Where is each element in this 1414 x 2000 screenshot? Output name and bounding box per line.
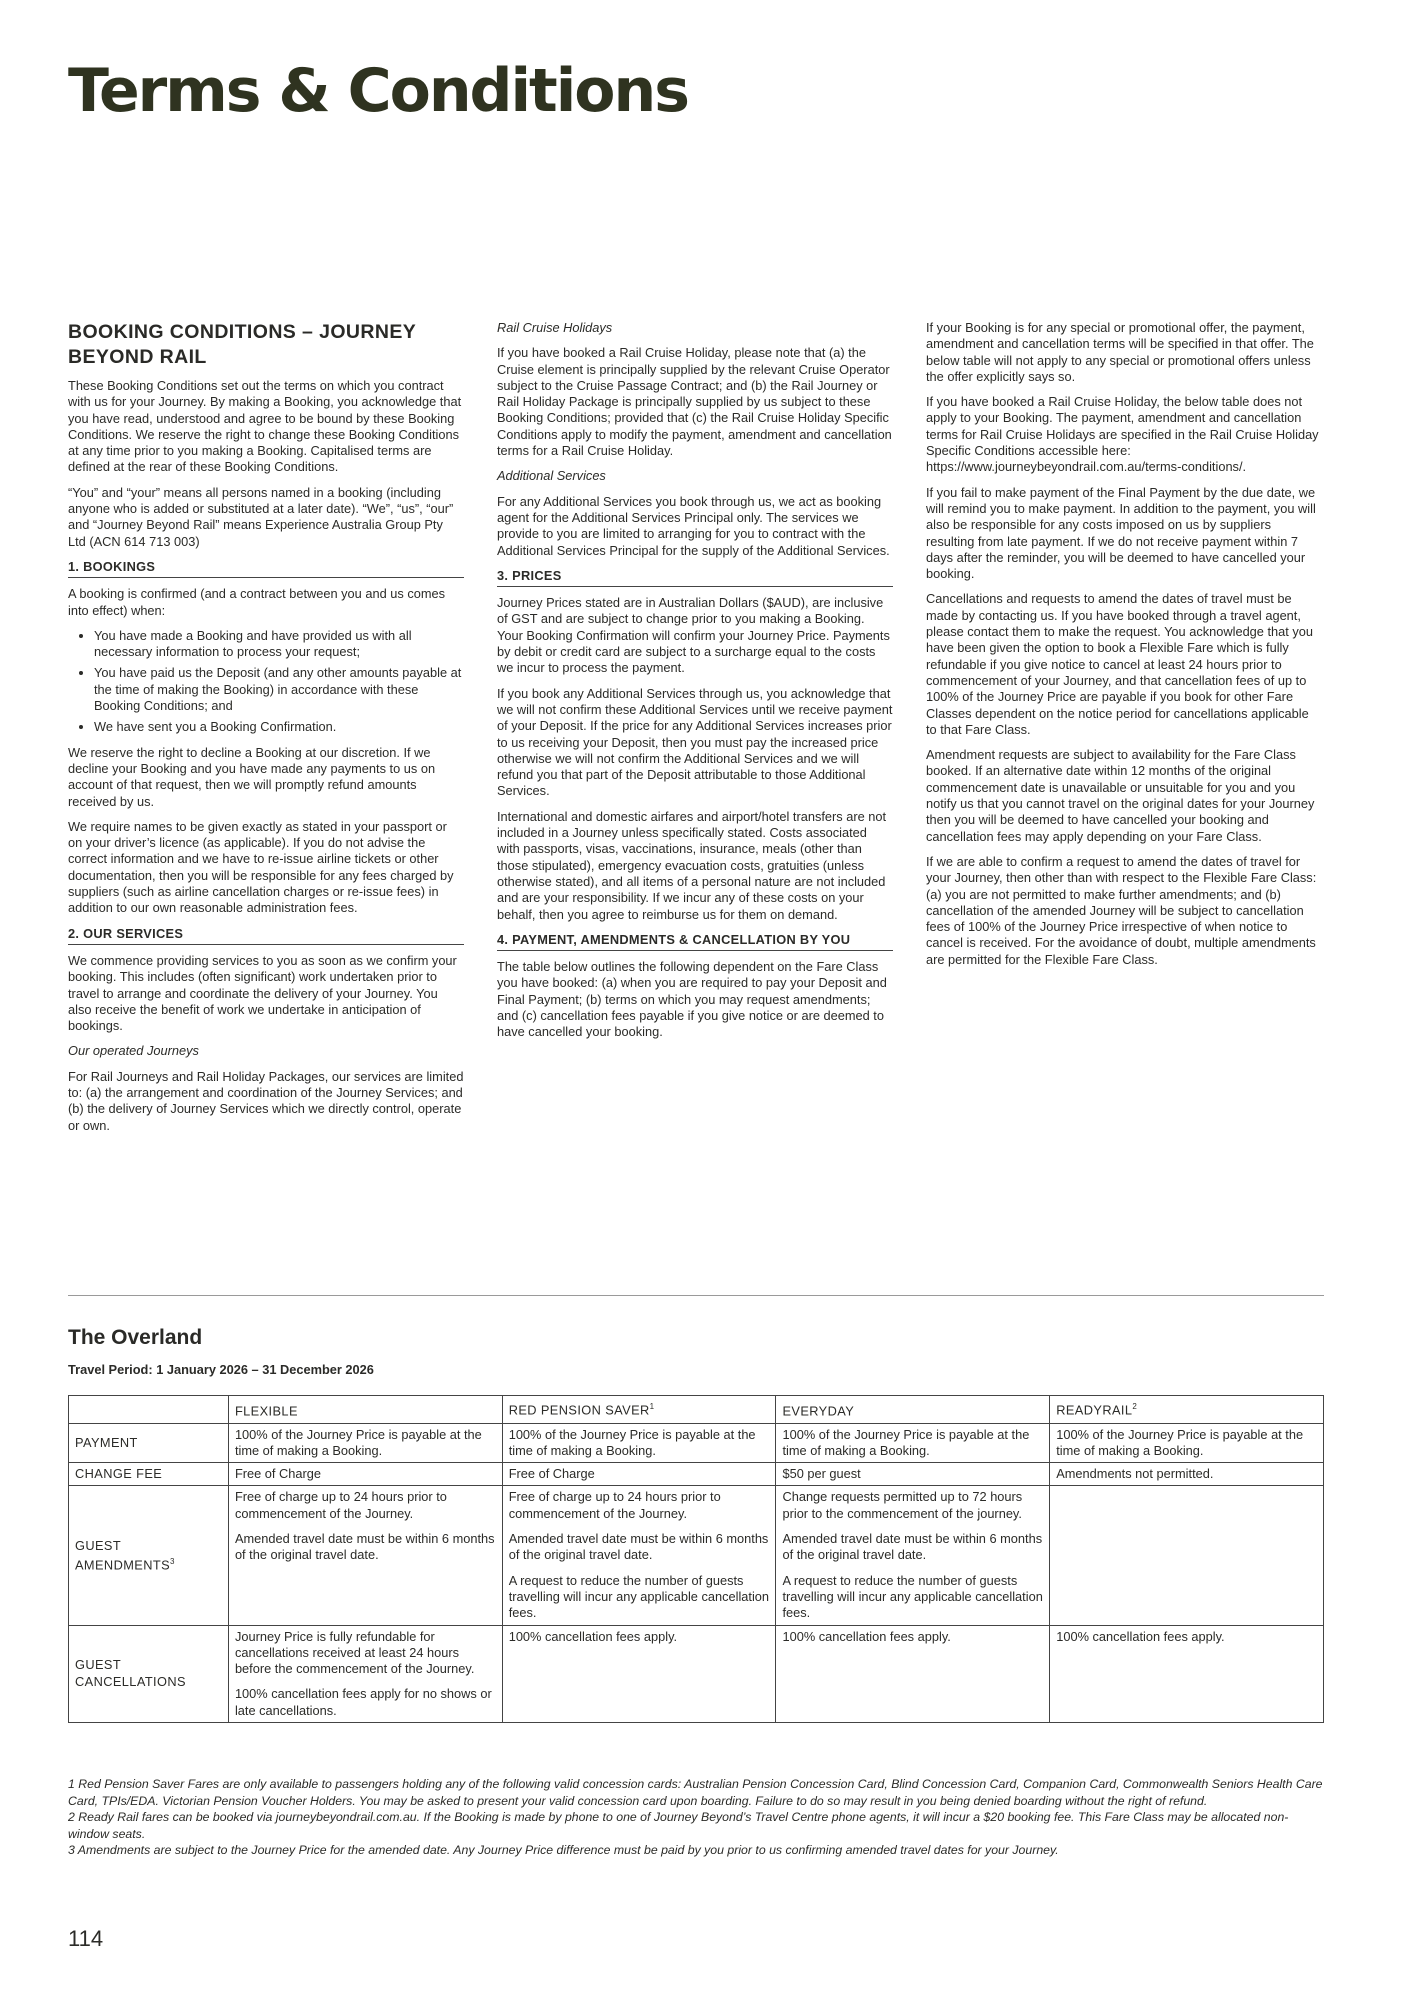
list-item: • You have paid us the Deposit (and any other amounts payable at the time of making the Booking) in accordance with these Booking Conditions; and <box>94 665 464 714</box>
rail-cruise-subheading: Rail Cruise Holidays <box>497 320 613 335</box>
exclusions-paragraph: International and domestic airfares and airport/hotel transfers are not included in a Journey unless specifically stated. Costs associated with passports, visas, vaccinations, insurance, meals (other than those stipulated), emergency evacuation costs, gratuities (unless otherwise stated), and all items of a personal nature are not included and are your responsibility. If we incur any of these costs on your behalf, then you agree to reimburse us for them on demand. <box>497 808 887 922</box>
table-cell: 100% of the Journey Price is payable at the time of making a Booking. <box>776 1423 1050 1463</box>
amendment-requests-paragraph: Amendment requests are subject to availability for the Fare Class booked. If an alternative date within 12 months of the original commencement date is unavailable or unsuitable for you and you notify us that you cannot travel on the original dates for your Journey then you will be deemed to have cancelled your booking and cancellation fees may apply depending on your Fare Class. <box>926 747 1315 844</box>
section-bookings-heading: 1. BOOKINGS <box>68 559 464 578</box>
rail-cruise-paragraph: If you have booked a Rail Cruise Holiday, please note that (a) the Cruise element is principally supplied by the relevant Cruise Operator subject to the Cruise Passage Contract; and (b) the Rail Journey or Rail Holiday Package is principally supplied by us subject to these Booking Conditions; provided that (c) the Rail Cruise Holiday Specific Conditions apply to modify the payment, amendment and cancellation terms for a Rail Cruise Holiday. <box>497 345 892 459</box>
table-cell: Free of charge up to 24 hours prior to commencement of the Journey. Amended travel date must be within 6 months of the original travel date. <box>228 1486 502 1625</box>
fare-conditions-table <box>68 1395 1324 1723</box>
table-cell: Free of Charge <box>228 1463 502 1486</box>
names-paragraph: We require names to be given exactly as stated in your passport or on your driver’s licence (as applicable). If you do not advise the correct information and we have to re-issue airline tickets or other documentation, then you will be responsible for any fees charged by suppliers (such as airline cancellation charges or re-issue fees) in addition to our own reasonable administration fees. <box>68 818 454 916</box>
operated-journeys-subheading: Our operated Journeys <box>68 1043 199 1059</box>
table-row <box>69 1625 1324 1722</box>
decline-paragraph: We reserve the right to decline a Booking at our discretion. If we decline your Booking and you have made any payments to us on account of that request, then we will promptly refund amounts received by us. <box>68 744 436 809</box>
list-item: • You have made a Booking and have provided us with all necessary information to process your request; <box>94 628 464 661</box>
row-label: PAYMENT <box>69 1423 229 1463</box>
table-cell: 100% of the Journey Price is payable at the time of making a Booking. <box>228 1423 502 1463</box>
prices-paragraph: Journey Prices stated are in Australian Dollars ($AUD), are inclusive of GST and are subject to change prior to you making a Booking. Your Booking Confirmation will confirm your Journey Price. Payments by debit or credit card are subject to a surcharge equal to the costs we incur to process the payment. <box>497 595 890 676</box>
row-label: CHANGE FEE <box>69 1463 229 1486</box>
intro-paragraph: These Booking Conditions set out the terms on which you contract with us for your Journey. By making a Booking, you acknowledge that you have read, understood and agree to be bound by these Booking Conditions. We reserve the right to change these Booking Conditions at any time prior to you making a Booking. Capitalised terms are defined at the rear of these Booking Conditions. <box>68 378 462 475</box>
section-payment-heading: 4. PAYMENT, AMENDMENTS & CANCELLATION BY YOU <box>497 932 893 951</box>
table-cell: 100% of the Journey Price is payable at the time of making a Booking. <box>502 1423 776 1463</box>
promo-paragraph: If your Booking is for any special or promotional offer, the payment, amendment and cancellation terms will be specified in that offer. The below table will not apply to any special or promotional offers unless the offer explicitly says so. <box>926 320 1314 384</box>
table-cell: Free of charge up to 24 hours prior to commencement of the Journey. Amended travel date must be within 6 months of the original travel date. A request to reduce the number of guests travelling will incur any applicable cancellation fees. <box>502 1486 776 1625</box>
table-cell: 100% cancellation fees apply. <box>502 1625 776 1722</box>
column-2 <box>497 320 893 1050</box>
footnotes <box>68 1776 1324 1859</box>
booking-conditions-heading: BOOKING CONDITIONS – JOURNEY BEYOND RAIL <box>68 321 416 368</box>
deposit-paragraph: If you book any Additional Services through us, you acknowledge that we will not confirm these Additional Services until we receive payment of your Deposit. If the price for any Additional Services increases prior to us receiving your Deposit, then you must pay the increased price otherwise we will not confirm the Additional Services and we will refund you that part of the Deposit attributable to those Additional Services. <box>497 685 893 799</box>
table-cell: $50 per guest <box>776 1463 1050 1486</box>
definitions-paragraph: “You” and “your” means all persons named in a booking (including anyone who is added or substituted at a later date). “We”, “us”, “our” and “Journey Beyond Rail” means Experience Australia Group Pty Ltd (ACN 614 713 003) <box>68 484 454 549</box>
footnote: 2 Ready Rail fares can be booked via journeybeyondrail.com.au. If the Booking is made by phone to one of Journey Beyond’s Travel Centre phone agents, it will incur a $20 booking fee. This Fare Class may be allocated non-window seats. <box>68 1810 1289 1841</box>
column-1 <box>68 320 464 1143</box>
services-paragraph: We commence providing services to you as soon as we confirm your booking. This includes (often significant) work undertaken prior to travel to arrange and coordinate the delivery of your Journey. You also receive the benefit of work we undertake in anticipation of bookings. <box>68 952 457 1034</box>
list-item: • We have sent you a Booking Confirmation. <box>94 719 464 735</box>
table-cell: Free of Charge <box>502 1463 776 1486</box>
table-row <box>69 1423 1324 1463</box>
final-payment-paragraph: If you fail to make payment of the Final Payment by the due date, we will remind you to make payment. In addition to the payment, you will also be responsible for any costs imposed on us by suppliers resulting from late payment. If we do not receive payment within 7 days after the reminder, you will be deemed to have cancelled your booking. <box>926 484 1316 582</box>
table-header-row <box>69 1396 1324 1424</box>
payment-paragraph: The table below outlines the following dependent on the Fare Class you have booked: (a) when you are required to pay your Deposit and Final Payment; (b) terms on which you may request amendments; and (c) cancellation fees payable if you give notice or are deemed to have cancelled your booking. <box>497 959 887 1040</box>
column-header: EVERYDAY <box>776 1396 1050 1424</box>
column-header: READYRAIL$^2$ <box>1050 1396 1324 1424</box>
page-number: 114 <box>68 1926 104 1951</box>
column-header: RED PENSION SAVER$^1$ <box>502 1396 776 1424</box>
travel-period: Travel Period: 1 January 2026 – 31 December 2026 <box>68 1362 374 1377</box>
table-row <box>69 1463 1324 1486</box>
table-cell: 100% cancellation fees apply. <box>776 1625 1050 1722</box>
section-our-services-heading: 2. OUR SERVICES <box>68 926 464 945</box>
row-label: GUEST AMENDMENTS$^3$ <box>69 1486 229 1625</box>
amend-dates-paragraph: If we are able to confirm a request to amend the dates of travel for your Journey, then other than with respect to the Flexible Fare Class: (a) you are not permitted to make further amendments; and (b) cancellation of the amended Journey will be subject to cancellation fees of 100% of the Journey Price irrespective of when notice to cancel is received. For the avoidance of doubt, multiple amendments are permitted for the Flexible Fare Class. <box>926 853 1317 967</box>
additional-services-paragraph: For any Additional Services you book through us, we act as booking agent for the Additional Services Principal only. The services we provide to you are limited to arranging for you to contract with the Additional Services Principal for the supply of the Additional Services. <box>497 493 890 558</box>
column-header: FLEXIBLE <box>228 1396 502 1424</box>
cancellations-paragraph: Cancellations and requests to amend the dates of travel must be made by contacting us. If you have booked through a travel agent, please contact them to make the request. You acknowledge that you have been given the option to book a Flexible Fare which is fully refundable if you give notice to cancel at least 24 hours prior to commencement of your Journey, and that cancellation fees of up to 100% of the Journey Price are payable if you book for other Fare Classes dependent on the notice period for cancellations applicable to that Fare Class. <box>926 591 1314 737</box>
additional-services-subheading: Additional Services <box>497 468 606 484</box>
row-label: GUEST CANCELLATIONS <box>69 1625 229 1722</box>
footnote: 3 Amendments are subject to the Journey Price for the amended date. Any Journey Price difference must be paid by you prior to us confirming amended travel dates for your Journey. <box>68 1843 1059 1857</box>
table-cell: Journey Price is fully refundable for cancellations received at least 24 hours before the commencement of the Journey. 100% cancellation fees apply for no shows or late cancellations. <box>228 1625 502 1722</box>
table-cell: 100% cancellation fees apply. <box>1050 1625 1324 1722</box>
column-3 <box>926 320 1322 977</box>
page-title: Terms & Conditions <box>68 56 688 126</box>
rail-cruise-terms-paragraph: If you have booked a Rail Cruise Holiday, the below table does not apply to your Booking. The payment, amendment and cancellation terms for Rail Cruise Holidays are specified in the Rail Cruise Holiday Specific Conditions accessible here: https://www.journeybeyondrail.com.au/terms-conditions/. <box>926 394 1319 475</box>
table-cell: Amendments not permitted. <box>1050 1463 1324 1486</box>
table-cell: Change requests permitted up to 72 hours prior to the commencement of the journey. Amended travel date must be within 6 months of the original travel date. A request to reduce the number of guests travelling will incur any applicable cancellation fees. <box>776 1486 1050 1625</box>
section-divider <box>68 1295 1324 1296</box>
section-prices-heading: 3. PRICES <box>497 568 893 587</box>
booking-confirmation-list <box>68 628 464 736</box>
table-cell: 100% of the Journey Price is payable at the time of making a Booking. <box>1050 1423 1324 1463</box>
footnote: 1 Red Pension Saver Fares are only available to passengers holding any of the following valid concession cards: Australian Pension Concession Card, Blind Concession Card, Companion Card, Commonwealth Seniors Health Care Card, TPIs/EDA. Victorian Pension Voucher Holders. You may be asked to present your valid concession card upon boarding. Failure to do so may result in you being denied boarding without the right of refund. <box>68 1777 1323 1808</box>
table-cell <box>1050 1486 1324 1625</box>
operated-journeys-paragraph: For Rail Journeys and Rail Holiday Packages, our services are limited to: (a) the arrangement and coordination of the Journey Services; and (b) the delivery of Journey Services which we directly control, operate or own. <box>68 1068 464 1133</box>
bookings-paragraph: A booking is confirmed (and a contract between you and us comes into effect) when: <box>68 586 446 618</box>
table-title: The Overland <box>68 1326 203 1349</box>
table-corner-cell <box>69 1396 229 1424</box>
table-row <box>69 1486 1324 1625</box>
